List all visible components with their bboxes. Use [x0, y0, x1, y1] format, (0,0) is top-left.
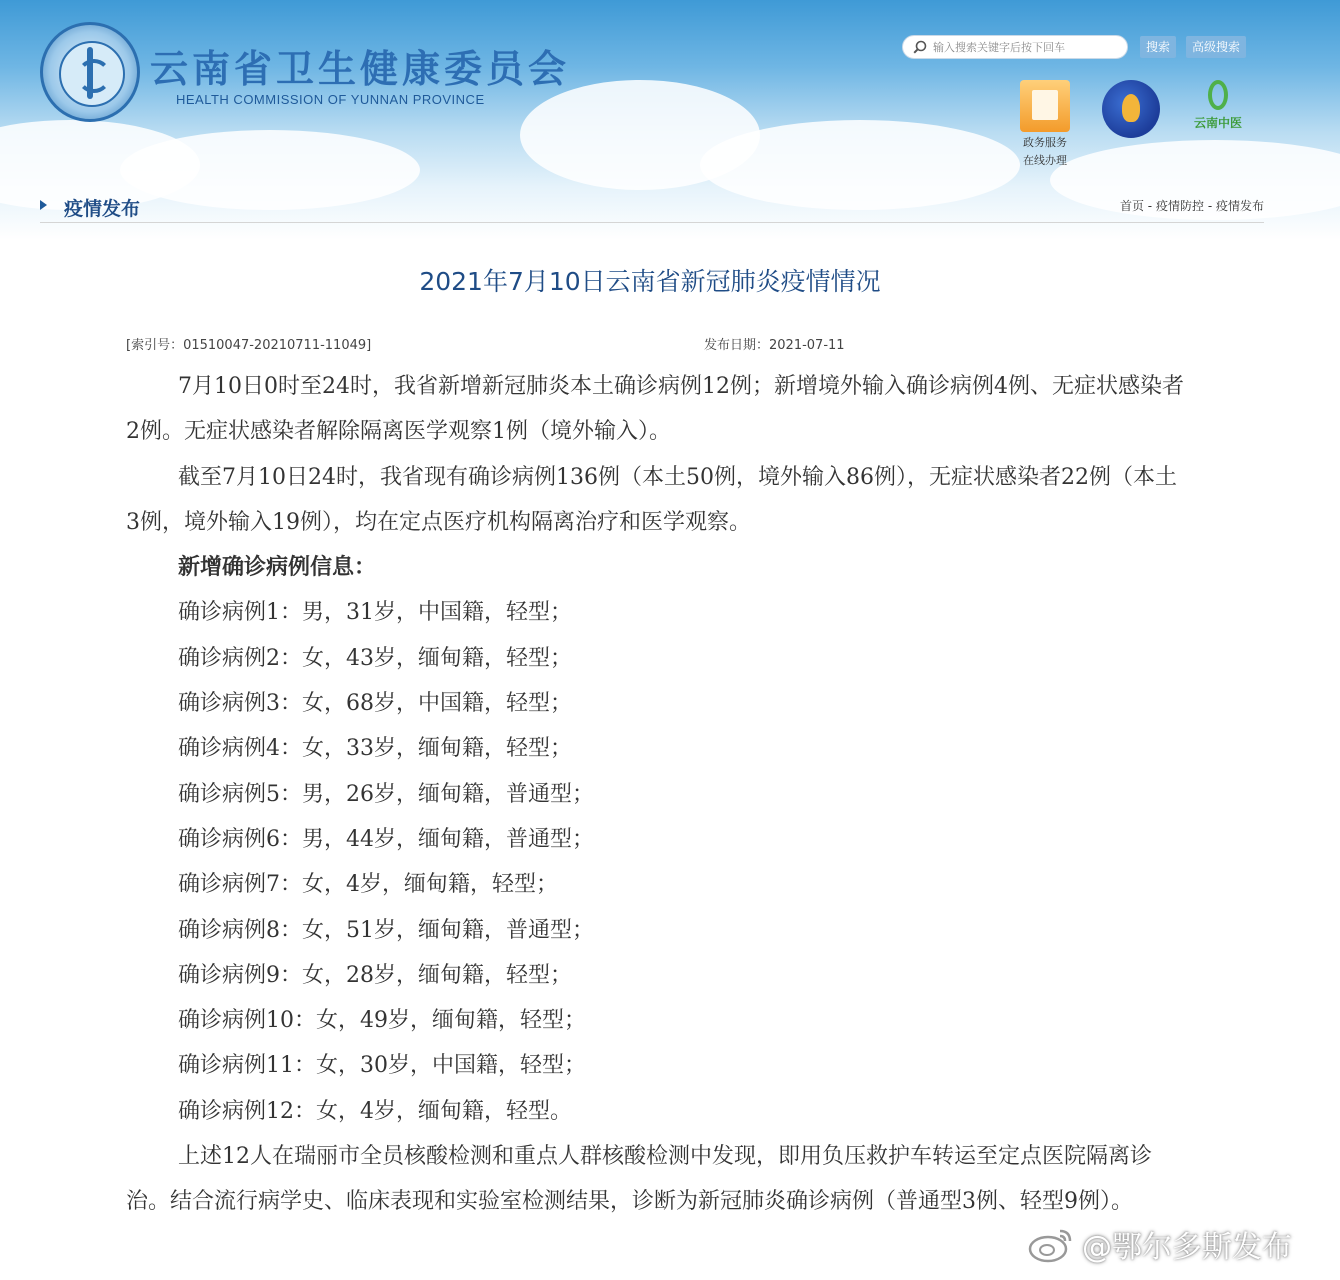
search-input[interactable]	[933, 41, 1113, 54]
paragraph-new-cases: 7月10日0时至24时，我省新增新冠肺炎本土确诊病例12例；新增境外输入确诊病例4例、无症状感染者2例。无症状感染者解除隔离医学观察1例（境外输入）。	[126, 374, 1184, 445]
case-item: 确诊病例8：女，51岁，缅甸籍，普通型；	[178, 917, 594, 943]
weibo-watermark	[1028, 1222, 1292, 1266]
yunnan-emblem-icon	[1102, 80, 1160, 138]
case-item: 确诊病例6：男，44岁，缅甸籍，普通型；	[178, 826, 594, 852]
publish-date: 发布日期：2021-07-11	[704, 338, 845, 353]
case-item: 确诊病例4：女，33岁，缅甸籍，轻型；	[178, 736, 572, 762]
gourd-icon	[1188, 80, 1248, 132]
case-item: 确诊病例11：女，30岁，中国籍，轻型；	[178, 1053, 586, 1079]
gov-service-label-1: 政务服务	[1023, 136, 1067, 149]
case-item: 确诊病例7：女，4岁，缅甸籍，轻型；	[178, 872, 558, 898]
case-item: 确诊病例2：女，43岁，缅甸籍，轻型；	[178, 645, 572, 671]
index-number: [索引号：01510047-20210711-11049]	[126, 338, 372, 353]
article-title: 2021年7月10日云南省新冠肺炎疫情情况	[419, 267, 881, 296]
paragraph-detection-summary: 上述12人在瑞丽市全员核酸检测和重点人群核酸检测中发现，即用负压救护车转运至定点医院隔离诊治。结合流行病学史、临床表现和实验室检测结果，诊断为新冠肺炎确诊病例（普通型3例、轻型9例）。	[126, 1144, 1152, 1215]
weibo-icon	[1028, 1225, 1074, 1263]
search-button[interactable]: 搜索	[1140, 36, 1176, 58]
case-item: 确诊病例5：男，26岁，缅甸籍，普通型；	[178, 781, 594, 807]
breadcrumb-separator: -	[1207, 199, 1213, 213]
breadcrumb-home[interactable]: 首页	[1119, 199, 1144, 213]
case-item: 确诊病例10：女，49岁，缅甸籍，轻型；	[178, 1008, 586, 1034]
watermark-text: @鄂尔多斯发布	[1082, 1230, 1292, 1265]
case-item: 确诊病例3：女，68岁，中国籍，轻型；	[178, 691, 572, 717]
breadcrumb-epidemic-control[interactable]: 疫情防控	[1155, 199, 1204, 213]
search-box	[902, 35, 1128, 59]
cases-heading: 新增确诊病例信息：	[178, 554, 377, 581]
site-title-cn: 云南省卫生健康委员会	[150, 46, 571, 91]
case-item: 确诊病例12：女，4岁，缅甸籍，轻型。	[178, 1098, 572, 1124]
logo-snake	[77, 59, 111, 93]
triangle-right-icon	[40, 200, 47, 210]
health-commission-logo[interactable]	[40, 22, 140, 122]
case-item: 确诊病例9：女，28岁，缅甸籍，轻型；	[178, 962, 572, 988]
article-body	[126, 364, 1186, 1225]
search-icon	[913, 40, 927, 54]
site-title-en: HEALTH COMMISSION OF YUNNAN PROVINCE	[176, 92, 485, 107]
paragraph-current-cases: 截至7月10日24时，我省现有确诊病例136例（本土50例，境外输入86例），无症状感染者22例（本土3例，境外输入19例），均在定点医疗机构隔离治疗和医学观察。	[126, 464, 1177, 535]
breadcrumb	[1120, 197, 1264, 214]
section-bar	[40, 192, 1264, 223]
document-icon	[1020, 80, 1070, 132]
advanced-search-button[interactable]: 高级搜索	[1186, 36, 1246, 58]
tcm-link[interactable]	[1188, 80, 1248, 132]
breadcrumb-separator: -	[1147, 199, 1153, 213]
breadcrumb-epidemic-release[interactable]: 疫情发布	[1215, 199, 1264, 213]
case-item: 确诊病例1：男，31岁，中国籍，轻型；	[178, 600, 572, 626]
yunnan-emblem-link[interactable]	[1102, 80, 1160, 138]
section-title: 疫情发布	[64, 198, 141, 220]
gov-service-label-2: 在线办理	[1023, 154, 1067, 167]
gov-service-link[interactable]	[1020, 80, 1070, 168]
gourd-shape	[1208, 80, 1228, 110]
tcm-label: 云南中医	[1193, 116, 1242, 130]
